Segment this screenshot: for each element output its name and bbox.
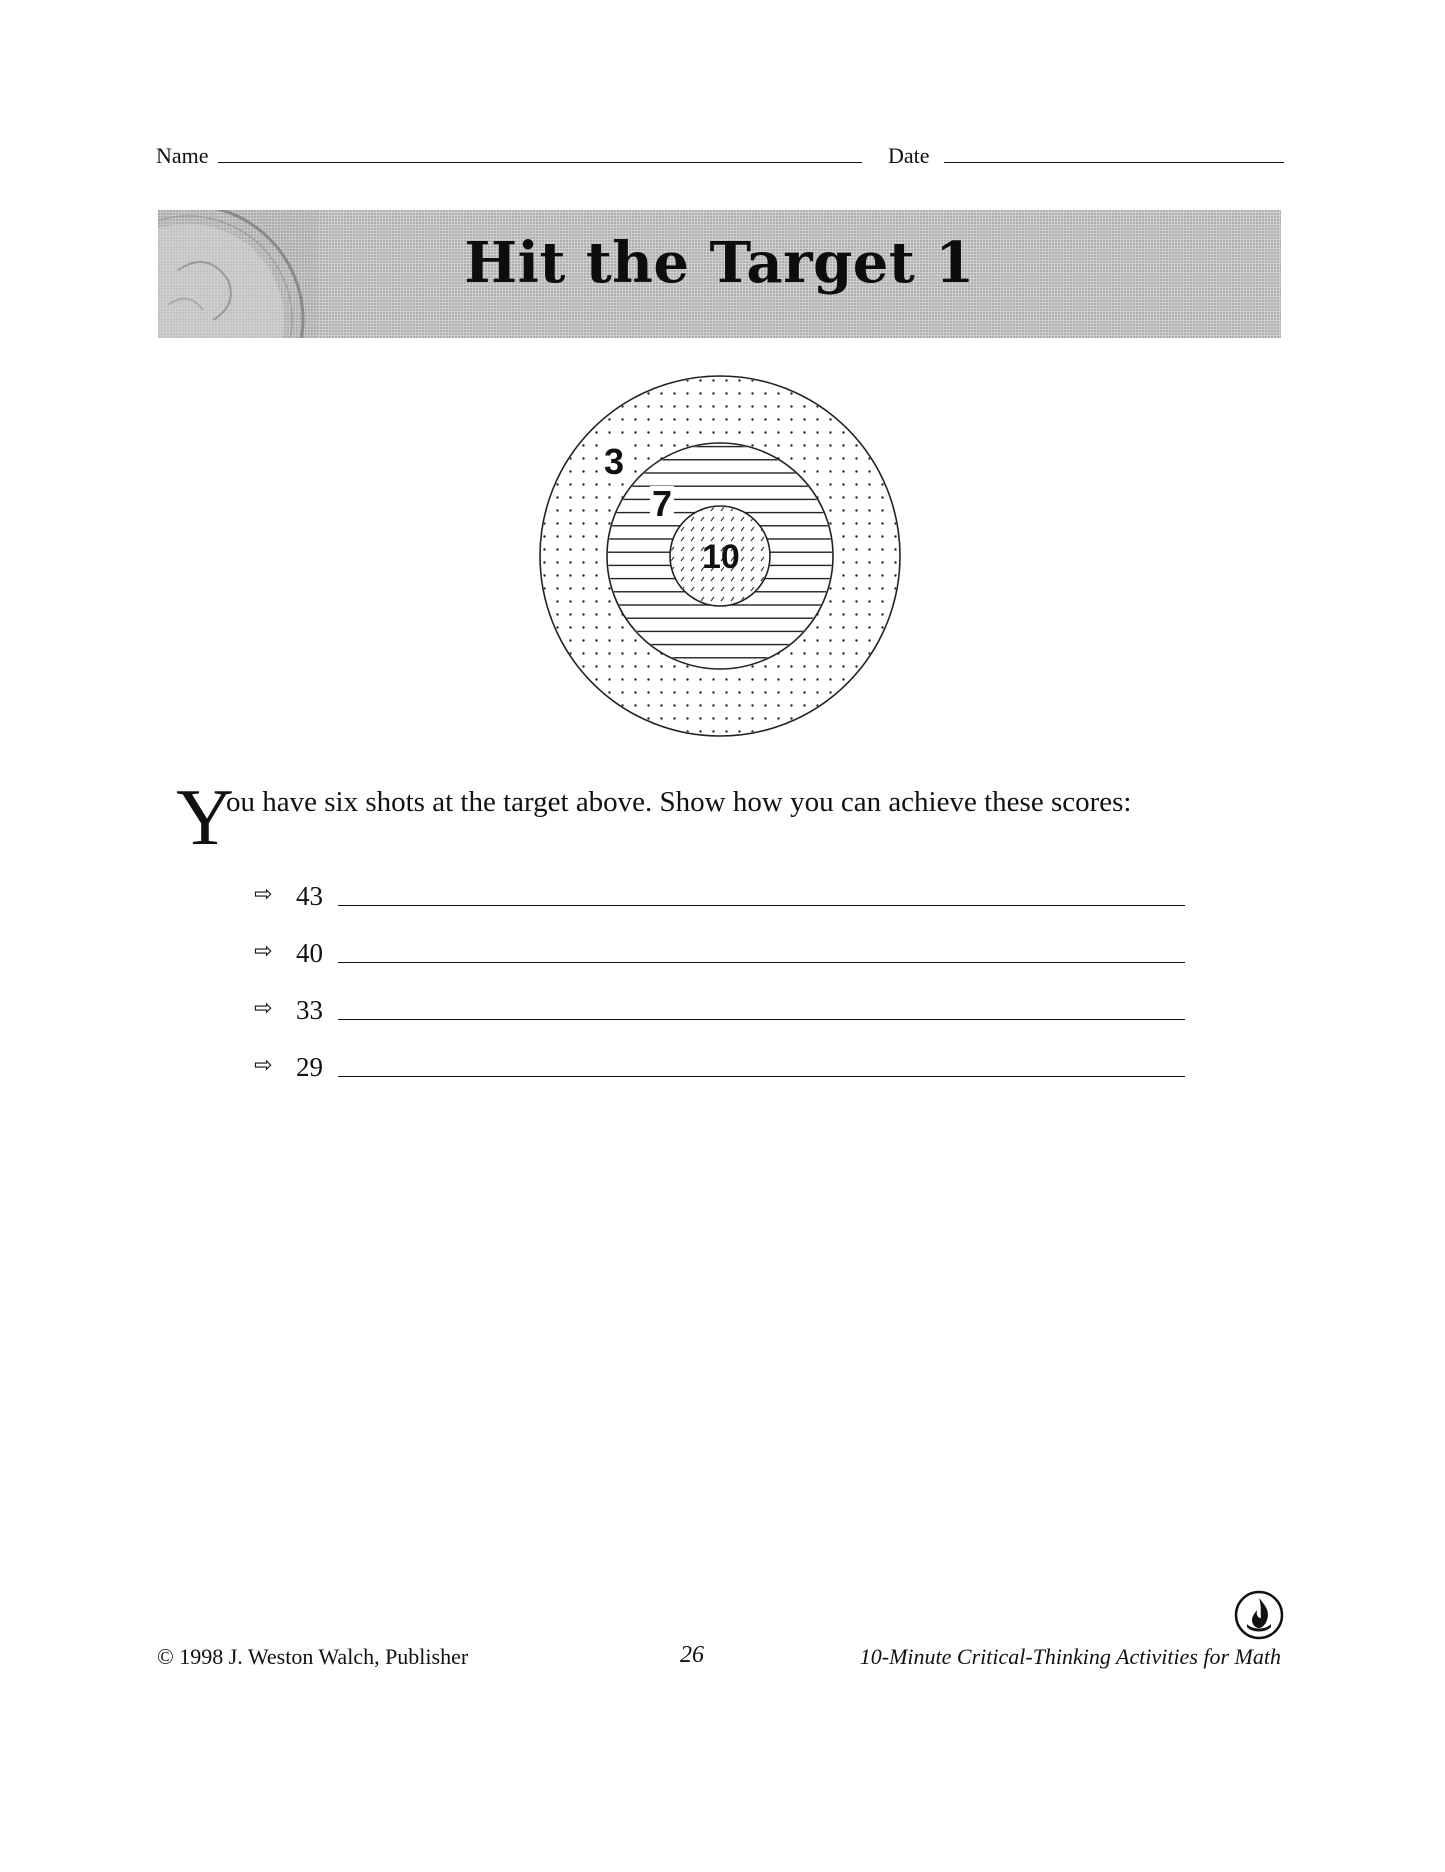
name-label: Name bbox=[156, 143, 209, 168]
score-value: 29 bbox=[296, 1052, 323, 1082]
publisher-flame-logo-icon bbox=[1234, 1590, 1284, 1640]
answer-line[interactable] bbox=[338, 962, 1185, 963]
prompt-text: ou have six shots at the target above. Show how you can achieve these scores: bbox=[226, 786, 1132, 818]
ring-label-10: 10 bbox=[702, 538, 740, 576]
arrow-right-icon: ⇨ bbox=[254, 939, 273, 964]
copyright-text: © 1998 J. Weston Walch, Publisher bbox=[157, 1644, 469, 1669]
prompt-drop-cap: Y bbox=[176, 774, 234, 862]
answer-line[interactable] bbox=[338, 905, 1185, 906]
book-title: 10-Minute Critical-Thinking Activities for Math bbox=[859, 1644, 1281, 1669]
title-banner bbox=[158, 210, 1281, 338]
page-title: Hit the Target 1 bbox=[464, 230, 975, 296]
arrow-right-icon: ⇨ bbox=[254, 1053, 273, 1078]
ring-label-3: 3 bbox=[604, 441, 625, 482]
score-value: 40 bbox=[296, 938, 323, 968]
score-value: 33 bbox=[296, 995, 323, 1025]
name-field[interactable] bbox=[218, 162, 862, 163]
answer-line[interactable] bbox=[338, 1019, 1185, 1020]
arrow-right-icon: ⇨ bbox=[254, 882, 273, 907]
date-field[interactable] bbox=[944, 162, 1284, 163]
score-value: 43 bbox=[296, 881, 323, 911]
page-number: 26 bbox=[680, 1642, 704, 1668]
answer-line[interactable] bbox=[338, 1076, 1185, 1077]
target-diagram bbox=[538, 374, 902, 738]
date-label: Date bbox=[888, 143, 930, 168]
ring-label-7: 7 bbox=[652, 483, 673, 524]
arrow-right-icon: ⇨ bbox=[254, 996, 273, 1021]
